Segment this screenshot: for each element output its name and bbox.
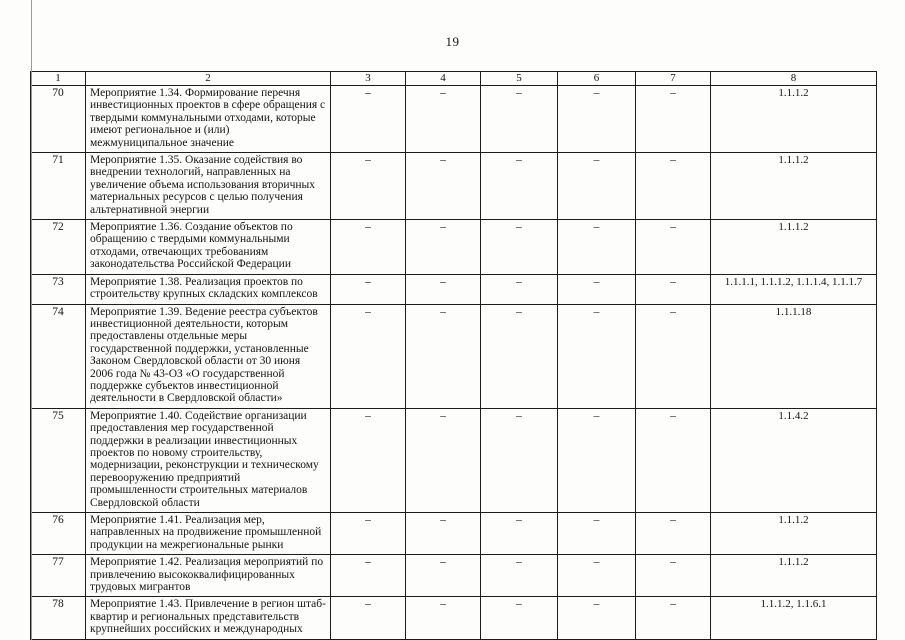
column-header: 8 <box>711 72 877 86</box>
value-col4: – <box>406 220 481 275</box>
value-col5: – <box>481 220 558 275</box>
value-col4: – <box>406 274 481 304</box>
value-col6: – <box>558 408 636 512</box>
row-number: 78 <box>31 597 86 639</box>
column-header: 7 <box>636 72 711 86</box>
value-col7: – <box>636 86 711 153</box>
value-col6: – <box>558 513 636 555</box>
value-col3: – <box>331 153 406 220</box>
target-codes: 1.1.1.2 <box>711 555 877 597</box>
column-header: 1 <box>31 72 86 86</box>
value-col4: – <box>406 153 481 220</box>
value-col6: – <box>558 220 636 275</box>
value-col6: – <box>558 153 636 220</box>
value-col6: – <box>558 555 636 597</box>
column-header: 2 <box>86 72 331 86</box>
value-col4: – <box>406 555 481 597</box>
value-col3: – <box>331 274 406 304</box>
row-number: 77 <box>31 555 86 597</box>
target-codes: 1.1.1.2 <box>711 86 877 153</box>
column-header: 5 <box>481 72 558 86</box>
table-row <box>31 513 877 555</box>
value-col7: – <box>636 220 711 275</box>
value-col5: – <box>481 274 558 304</box>
value-col5: – <box>481 513 558 555</box>
table-body <box>31 86 877 640</box>
value-col4: – <box>406 597 481 639</box>
value-col6: – <box>558 597 636 639</box>
value-col7: – <box>636 408 711 512</box>
value-col6: – <box>558 304 636 408</box>
table-row <box>31 408 877 512</box>
value-col4: – <box>406 304 481 408</box>
value-col5: – <box>481 408 558 512</box>
measure-description: Мероприятие 1.43. Привлечение в регион штаб-квартир и региональных представительств крупнейших российских и международных <box>86 597 331 639</box>
target-codes: 1.1.1.18 <box>711 304 877 408</box>
value-col4: – <box>406 408 481 512</box>
value-col3: – <box>331 86 406 153</box>
value-col7: – <box>636 513 711 555</box>
value-col3: – <box>331 555 406 597</box>
row-number: 71 <box>31 153 86 220</box>
value-col7: – <box>636 304 711 408</box>
column-header: 4 <box>406 72 481 86</box>
table-row <box>31 220 877 275</box>
table-row <box>31 555 877 597</box>
table-header-row <box>31 72 877 86</box>
value-col3: – <box>331 513 406 555</box>
target-codes: 1.1.1.2 <box>711 220 877 275</box>
measure-description: Мероприятие 1.41. Реализация мер, направленных на продвижение промышленной продукции на межрегиональные рынки <box>86 513 331 555</box>
page-number: 19 <box>445 34 460 49</box>
value-col5: – <box>481 597 558 639</box>
value-col4: – <box>406 513 481 555</box>
value-col5: – <box>481 555 558 597</box>
value-col6: – <box>558 274 636 304</box>
value-col5: – <box>481 304 558 408</box>
column-header: 6 <box>558 72 636 86</box>
table-row <box>31 153 877 220</box>
row-number: 70 <box>31 86 86 153</box>
row-number: 73 <box>31 274 86 304</box>
value-col7: – <box>636 153 711 220</box>
table-row <box>31 597 877 639</box>
target-codes: 1.1.1.2, 1.1.6.1 <box>711 597 877 639</box>
measure-description: Мероприятие 1.38. Реализация проектов по строительству крупных складских комплексов <box>86 274 331 304</box>
measure-description: Мероприятие 1.42. Реализация мероприятий по привлечению высококвалифицированных трудовых мигрантов <box>86 555 331 597</box>
value-col7: – <box>636 274 711 304</box>
value-col7: – <box>636 597 711 639</box>
table-row <box>31 274 877 304</box>
value-col5: – <box>481 86 558 153</box>
value-col3: – <box>331 304 406 408</box>
value-col3: – <box>331 597 406 639</box>
target-codes: 1.1.1.2 <box>711 153 877 220</box>
row-number: 76 <box>31 513 86 555</box>
measure-description: Мероприятие 1.39. Ведение реестра субъектов инвестиционной деятельности, которым предоставлены отдельные меры государственной поддержки, установленные Законом Свердловской области от 30 июня 2006 года № 43-ОЗ «О государственной поддержке субъектов инвестиционной деятельности в Свердловской области» <box>86 304 331 408</box>
value-col3: – <box>331 220 406 275</box>
value-col4: – <box>406 86 481 153</box>
target-codes: 1.1.1.1, 1.1.1.2, 1.1.1.4, 1.1.1.7 <box>711 274 877 304</box>
row-number: 75 <box>31 408 86 512</box>
column-header: 3 <box>331 72 406 86</box>
row-number: 72 <box>31 220 86 275</box>
row-number: 74 <box>31 304 86 408</box>
scan-artifact-line <box>31 0 32 640</box>
value-col6: – <box>558 86 636 153</box>
target-codes: 1.1.1.2 <box>711 513 877 555</box>
target-codes: 1.1.4.2 <box>711 408 877 512</box>
value-col3: – <box>331 408 406 512</box>
measures-table <box>30 71 877 640</box>
measure-description: Мероприятие 1.35. Оказание содействия во внедрении технологий, направленных на увеличение объема использования вторичных материальных ресурсов с целью получения альтернативной энергии <box>86 153 331 220</box>
value-col7: – <box>636 555 711 597</box>
table-row <box>31 86 877 153</box>
table-row <box>31 304 877 408</box>
measure-description: Мероприятие 1.34. Формирование перечня инвестиционных проектов в сфере обращения с твердыми коммунальными отходами, которые имеют региональное и (или) межмуниципальное значение <box>86 86 331 153</box>
measure-description: Мероприятие 1.40. Содействие организации предоставления мер государственной поддержки в реализации инвестиционных проектов по новому строительству, модернизации, реконструкции и техническому перевооружению предприятий промышленности строительных материалов Свердловской области <box>86 408 331 512</box>
value-col5: – <box>481 153 558 220</box>
measure-description: Мероприятие 1.36. Создание объектов по обращению с твердыми коммунальными отходами, отвечающих требованиям законодательства Российской Федерации <box>86 220 331 275</box>
